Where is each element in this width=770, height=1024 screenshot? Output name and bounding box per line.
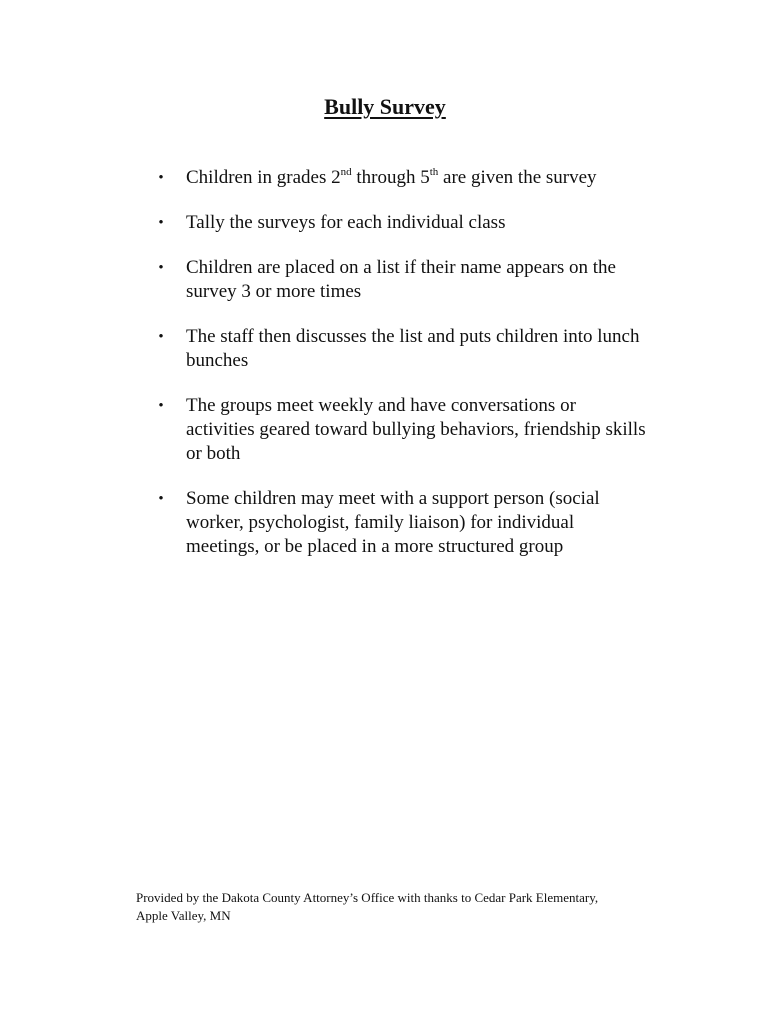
document-title: Bully Survey: [324, 94, 446, 119]
footer-line-2: Apple Valley, MN: [136, 908, 231, 923]
footer-credit: [136, 889, 656, 925]
list-item: [158, 211, 646, 235]
list-item-text-suffix: are given the survey: [438, 167, 597, 188]
list-item: [158, 165, 646, 190]
list-item: [158, 256, 646, 304]
list-item-text: Children are placed on a list if their name appears on the survey 3 or more times: [186, 257, 616, 302]
bullet-icon: •: [158, 398, 164, 414]
list-item-text-prefix: Children in grades 2: [186, 167, 341, 188]
list-item: [158, 394, 646, 466]
list-item-text: Tally the surveys for each individual class: [186, 212, 506, 233]
bullet-list: [158, 165, 646, 580]
list-item: [158, 325, 646, 373]
list-item-text: The groups meet weekly and have conversations or activities geared toward bullying behaviors, friendship skills or both: [186, 395, 646, 464]
superscript-th: th: [429, 165, 439, 178]
bullet-icon: •: [158, 170, 164, 186]
list-item-text-middle: through 5: [351, 167, 430, 188]
bullet-icon: •: [158, 491, 164, 507]
list-item-text: Some children may meet with a support person (social worker, psychologist, family liaison) for individual meetings, or be placed in a more structured group: [186, 488, 600, 557]
bullet-icon: •: [158, 329, 164, 345]
list-item-text: The staff then discusses the list and puts children into lunch bunches: [186, 326, 640, 371]
footer-line-1: Provided by the Dakota County Attorney’s Office with thanks to Cedar Park Elementary,: [136, 890, 599, 905]
bullet-icon: •: [158, 215, 164, 231]
superscript-nd: nd: [340, 165, 352, 178]
bullet-icon: •: [158, 260, 164, 276]
list-item: [158, 487, 646, 559]
